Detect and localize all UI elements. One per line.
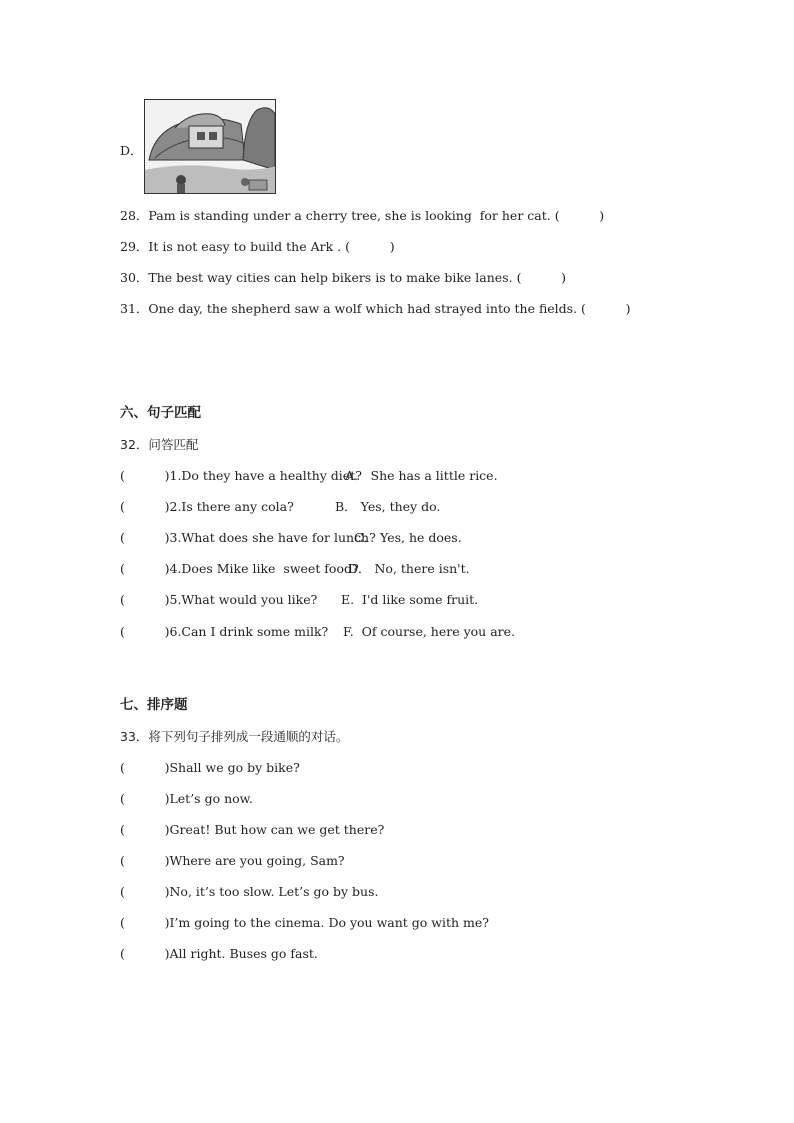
question-33: 33．将下列句子排列成一段通顺的对话。 [120,729,349,744]
match-answer-a: A． She has a little rice. [345,468,498,483]
match-question-4: ( )4.Does Mike like sweet food? [120,561,359,576]
match-answer-f: F. Of course, here you are. [343,624,516,639]
order-item-6: ( )I’m going to the cinema. Do you want go with me? [120,915,489,930]
order-item-5: ( )No, it’s too slow. Let’s go by bus. [120,884,379,899]
match-answer-e: E. I'd like some fruit. [341,592,479,607]
order-item-1: ( )Shall we go by bike? [120,760,300,775]
section-6-title: 六、句子匹配 [120,405,201,421]
match-answer-c: C． Yes, he does. [354,530,462,545]
ark-illustration-drawing [145,100,276,194]
order-item-3: ( )Great! But how can we get there? [120,822,385,837]
ark-illustration [144,99,276,194]
match-question-1: ( )1.Do they have a healthy diet? [120,468,362,483]
question-31: 31．One day, the shepherd saw a wolf which had strayed into the fields. ( ) [120,301,631,316]
question-29: 29．It is not easy to build the Ark . ( ) [120,239,395,254]
match-answer-d: D． No, there isn't. [348,561,470,576]
question-32: 32．问答匹配 [120,437,199,452]
question-28: 28．Pam is standing under a cherry tree, she is looking for her cat. ( ) [120,208,605,223]
order-item-7: ( )All right. Buses go fast. [120,946,318,961]
match-question-2: ( )2.Is there any cola? [120,499,294,514]
question-30: 30．The best way cities can help bikers is to make bike lanes. ( ) [120,270,567,285]
match-question-5: ( )5.What would you like? [120,592,318,607]
option-d-label: D． [120,143,143,158]
match-answer-b: B． Yes, they do. [335,499,441,514]
match-question-3: ( )3.What does she have for lunch? [120,530,376,545]
order-item-4: ( )Where are you going, Sam? [120,853,345,868]
section-7-title: 七、排序题 [120,697,188,713]
match-question-6: ( )6.Can I drink some milk? [120,624,329,639]
order-item-2: ( )Let’s go now. [120,791,253,806]
